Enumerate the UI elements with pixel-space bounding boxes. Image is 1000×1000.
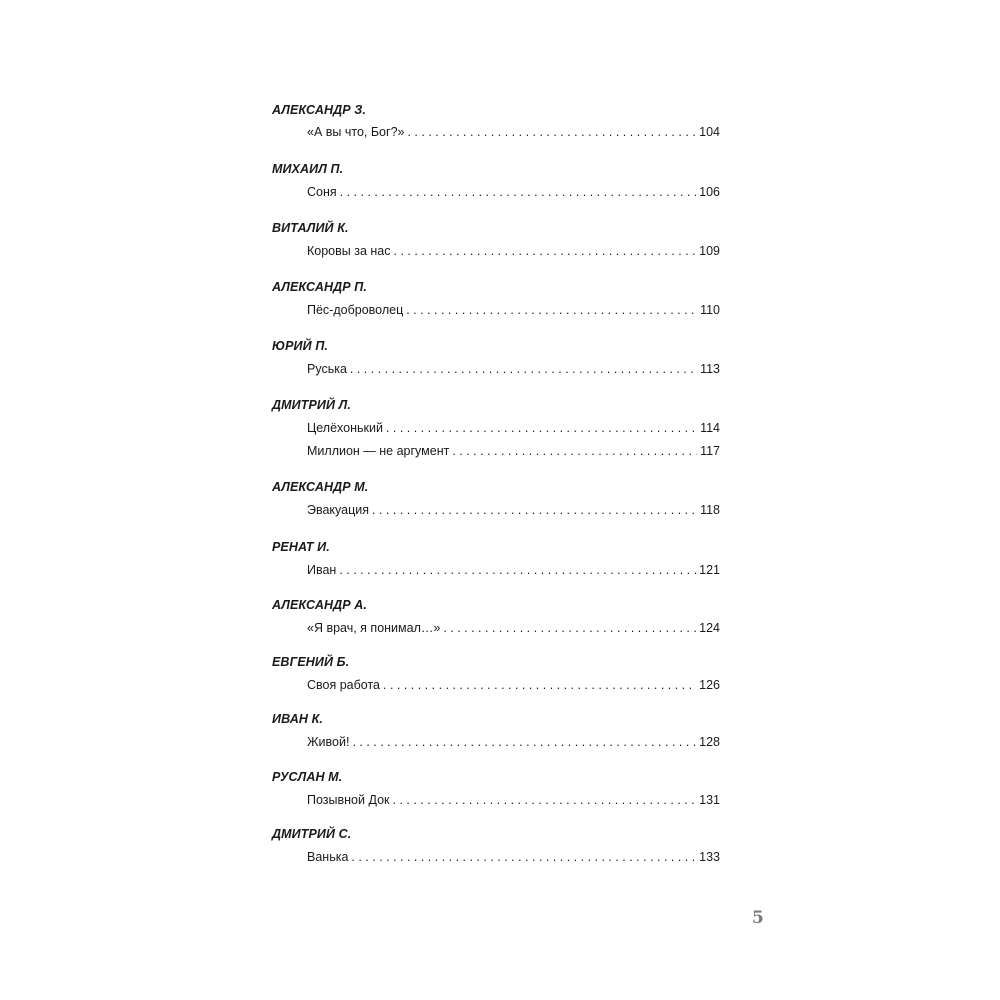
toc-author: РЕНАТ И. bbox=[272, 540, 330, 554]
toc-author: РУСЛАН М. bbox=[272, 770, 343, 784]
dot-leader bbox=[339, 562, 696, 578]
toc-entry-title: Целёхонький bbox=[307, 421, 383, 435]
toc-author: ДМИТРИЙ С. bbox=[272, 827, 352, 841]
toc-page-number: 131 bbox=[699, 793, 720, 807]
toc-entry[interactable] bbox=[307, 734, 720, 750]
toc-entry[interactable] bbox=[307, 361, 720, 377]
dot-leader bbox=[350, 361, 697, 377]
toc-page-number: 121 bbox=[699, 563, 720, 577]
toc-entry-title: Иван bbox=[307, 563, 337, 577]
toc-entry-title: Ванька bbox=[307, 850, 349, 864]
toc-entry[interactable] bbox=[307, 562, 720, 578]
toc-page-number: 128 bbox=[699, 735, 720, 749]
page-number: 5 bbox=[752, 908, 764, 928]
toc-entry[interactable] bbox=[307, 792, 720, 808]
toc-entry-title: Эвакуация bbox=[307, 503, 370, 517]
toc-entry[interactable] bbox=[307, 677, 720, 693]
dot-leader bbox=[452, 443, 697, 459]
toc-page-number: 118 bbox=[700, 503, 720, 517]
toc-page-number: 106 bbox=[699, 185, 720, 199]
dot-leader bbox=[383, 677, 696, 693]
toc-entry-title: «Я врач, я понимал…» bbox=[307, 621, 441, 635]
dot-leader bbox=[386, 420, 697, 436]
toc-author: АЛЕКСАНДР П. bbox=[272, 280, 367, 294]
dot-leader bbox=[340, 184, 696, 200]
dot-leader bbox=[352, 734, 696, 750]
dot-leader bbox=[407, 124, 696, 140]
toc-page-number: 126 bbox=[699, 678, 720, 692]
toc-page-number: 109 bbox=[699, 244, 720, 258]
toc-page-number: 110 bbox=[700, 303, 720, 317]
toc-author: АЛЕКСАНДР М. bbox=[272, 480, 369, 494]
dot-leader bbox=[443, 620, 696, 636]
toc-entry[interactable] bbox=[307, 302, 720, 318]
toc-page-number: 117 bbox=[700, 444, 720, 458]
toc-entry-title: Коровы за нас bbox=[307, 244, 391, 258]
toc-author: АЛЕКСАНДР З. bbox=[272, 103, 366, 117]
toc-entry-title: Позывной Док bbox=[307, 793, 390, 807]
dot-leader bbox=[393, 792, 697, 808]
toc-entry[interactable] bbox=[307, 443, 720, 459]
toc-entry-title: Своя работа bbox=[307, 678, 380, 692]
toc-entry[interactable] bbox=[307, 243, 720, 259]
toc-entry[interactable] bbox=[307, 420, 720, 436]
toc-author: МИХАИЛ П. bbox=[272, 162, 344, 176]
toc-author: АЛЕКСАНДР А. bbox=[272, 598, 367, 612]
toc-page-number: 133 bbox=[699, 850, 720, 864]
dot-leader bbox=[351, 849, 696, 865]
toc-entry[interactable] bbox=[307, 124, 720, 140]
toc-author: ЕВГЕНИЙ Б. bbox=[272, 655, 350, 669]
dot-leader bbox=[406, 302, 697, 318]
toc-entry[interactable] bbox=[307, 502, 720, 518]
toc-page-number: 114 bbox=[700, 421, 720, 435]
dot-leader bbox=[394, 243, 697, 259]
dot-leader bbox=[372, 502, 697, 518]
toc-page-number: 104 bbox=[699, 125, 720, 139]
toc-entry-title: Руська bbox=[307, 362, 347, 376]
toc-entry[interactable] bbox=[307, 620, 720, 636]
toc-page-number: 124 bbox=[699, 621, 720, 635]
toc-entry-title: Пёс-доброволец bbox=[307, 303, 404, 317]
toc-entry[interactable] bbox=[307, 184, 720, 200]
toc-entry-title: «А вы что, Бог?» bbox=[307, 125, 405, 139]
toc-entry-title: Соня bbox=[307, 185, 337, 199]
toc-author: ЮРИЙ П. bbox=[272, 339, 328, 353]
toc-page-number: 113 bbox=[700, 362, 720, 376]
toc-author: ДМИТРИЙ Л. bbox=[272, 398, 351, 412]
toc-entry[interactable] bbox=[307, 849, 720, 865]
toc-entry-title: Живой! bbox=[307, 735, 350, 749]
toc-author: ИВАН К. bbox=[272, 712, 323, 726]
toc-author: ВИТАЛИЙ К. bbox=[272, 221, 349, 235]
toc-entry-title: Миллион — не аргумент bbox=[307, 444, 450, 458]
